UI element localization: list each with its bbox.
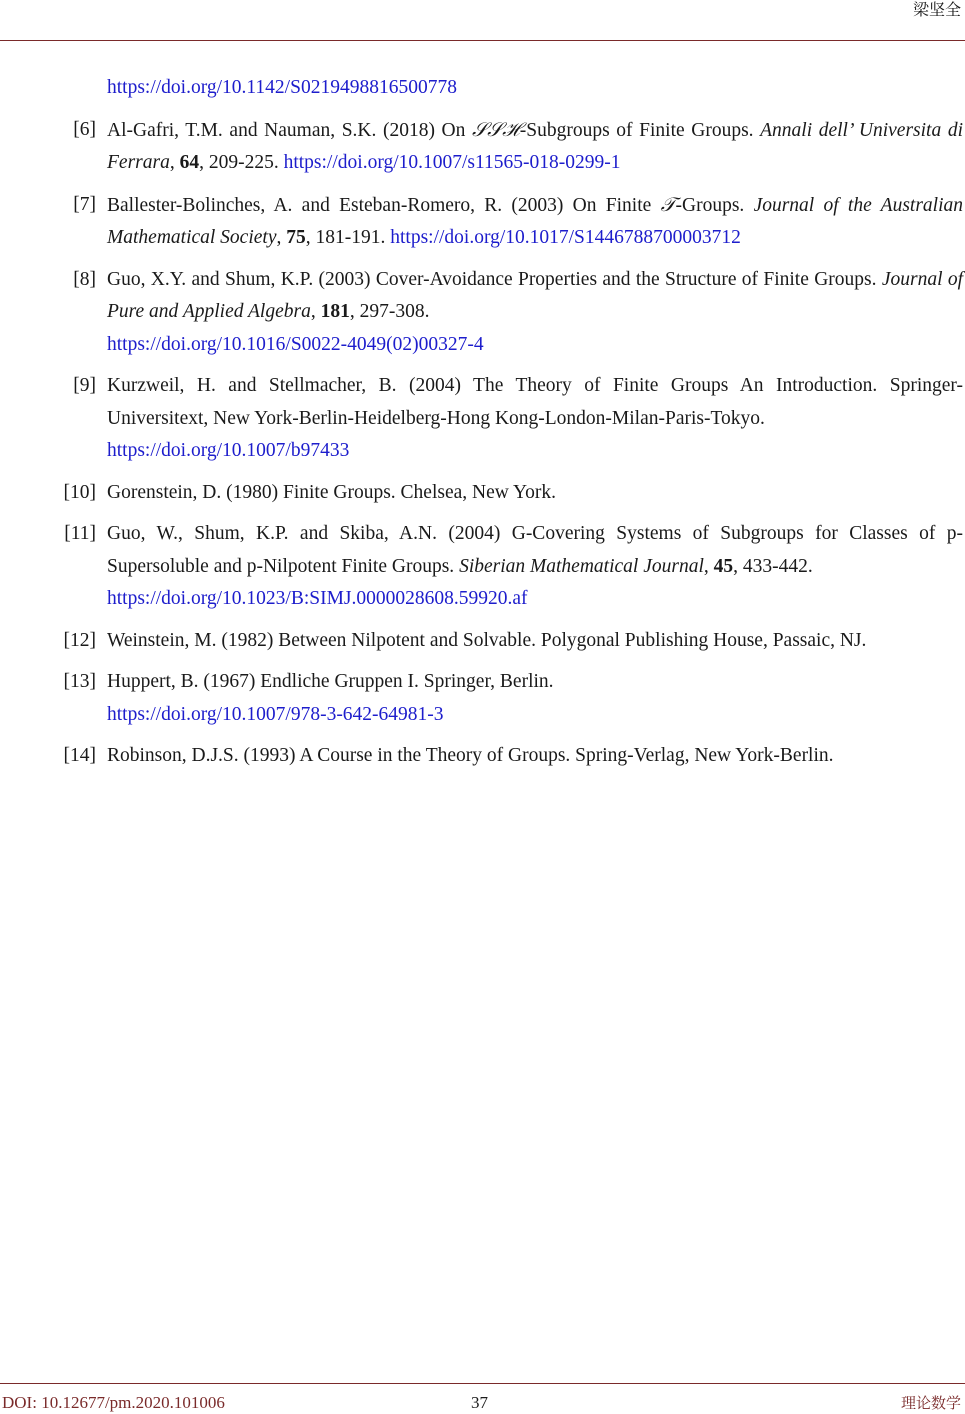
reference-volume: 75: [286, 227, 306, 248]
reference-10: [0, 477, 965, 510]
reference-doi-link[interactable]: https://doi.org/10.1017/S1446788700003712: [390, 227, 741, 248]
reference-journal: Annali dell’ Universita di Ferrara: [107, 119, 963, 173]
reference-12: [0, 625, 965, 658]
reference-number: [6]: [73, 118, 96, 140]
reference-6: [0, 114, 965, 180]
reference-text: Robinson, D.J.S. (1993) A Course in the Theory of Groups. Spring-Verlag, New York-Berlin.: [107, 745, 834, 766]
reference-title: -Groups.: [675, 194, 754, 216]
reference-doi-link[interactable]: https://doi.org/10.1007/s11565-018-0299-1: [283, 152, 621, 173]
reference-volume: 181: [320, 301, 350, 322]
reference-5-doi-link[interactable]: https://doi.org/10.1142/S0219498816500778: [107, 77, 457, 98]
reference-pages: , 181-191.: [305, 227, 391, 248]
reference-number: [12]: [63, 629, 96, 651]
footer-doi[interactable]: DOI: 10.12677/pm.2020.101006: [2, 1393, 225, 1412]
math-symbol: 𝒮𝒮ℋ: [472, 117, 520, 141]
reference-title: -Subgroups of Finite Groups.: [519, 119, 761, 141]
math-symbol: 𝒯: [660, 192, 676, 216]
reference-number: [13]: [63, 671, 96, 692]
reference-journal: Journal of the Australian Mathematical Society: [107, 194, 963, 248]
reference-number: [14]: [63, 745, 96, 766]
reference-14: [0, 740, 965, 773]
reference-doi-link[interactable]: https://doi.org/10.1007/b97433: [107, 440, 350, 461]
reference-7: [0, 189, 965, 255]
reference-text: Huppert, B. (1967) Endliche Gruppen I. Springer, Berlin.: [107, 671, 554, 692]
separator: ,: [276, 227, 287, 248]
page-footer: [0, 1392, 965, 1414]
reference-text: Weinstein, M. (1982) Between Nilpotent and Solvable. Polygonal Publishing House, Passaic, NJ.: [107, 629, 867, 651]
reference-volume: 45: [713, 555, 734, 577]
reference-pages: , 209-225.: [199, 152, 284, 173]
reference-number: [11]: [64, 523, 96, 544]
reference-number: [10]: [63, 481, 96, 503]
reference-doi-link[interactable]: https://doi.org/10.1016/S0022-4049(02)00327-4: [107, 333, 484, 355]
page-number: 37: [471, 1393, 488, 1412]
reference-authors: Ballester-Bolinches, A. and Esteban-Romero, R. (2003) On Finite: [107, 194, 661, 216]
reference-journal: Siberian Mathematical Journal: [459, 555, 704, 577]
reference-text: Gorenstein, D. (1980) Finite Groups. Chelsea, New York.: [107, 481, 556, 503]
running-header-author: 梁坚全: [912, 0, 961, 19]
reference-number: [9]: [73, 375, 96, 396]
reference-authors: Al-Gafri, T.M. and Nauman, S.K. (2018) On: [107, 119, 472, 141]
footer-rule: [0, 1383, 965, 1384]
reference-text: Guo, X.Y. and Shum, K.P. (2003) Cover-Avoidance Properties and the Structure of Finite Groups.: [107, 268, 882, 290]
reference-doi-link[interactable]: https://doi.org/10.1023/B:SIMJ.0000028608.59920.af: [107, 588, 528, 609]
reference-9: [0, 370, 965, 468]
reference-doi-link[interactable]: https://doi.org/10.1007/978-3-642-64981-3: [107, 703, 444, 725]
reference-11: [0, 518, 965, 616]
reference-pages: , 433-442.: [733, 555, 813, 577]
separator: ,: [169, 152, 180, 173]
reference-journal: Journal of Pure and Applied Algebra: [107, 268, 963, 322]
reference-5-continuation: [0, 72, 965, 105]
header-rule: [0, 40, 965, 41]
reference-list: [0, 72, 965, 782]
reference-volume: 64: [179, 152, 200, 173]
reference-text: Guo, W., Shum, K.P. and Skiba, A.N. (2004) G-Covering Systems of Subgroups for Classes of p-Supersoluble and p-Nilpotent Finite Groups.: [107, 523, 963, 577]
reference-number: [7]: [73, 193, 96, 215]
reference-text: Kurzweil, H. and Stellmacher, B. (2004) The Theory of Finite Groups An Introduction. Springer-Universitext, New York-Berlin-Heidelberg-Hong Kong-London-Milan-Paris-Tokyo.: [107, 375, 963, 429]
reference-number: [8]: [73, 268, 96, 290]
separator: ,: [310, 301, 321, 322]
reference-pages: , 297-308.: [349, 301, 430, 322]
footer-journal-name: 理论数学: [900, 1394, 961, 1412]
reference-8: [0, 264, 965, 362]
separator: ,: [703, 555, 714, 577]
reference-13: [0, 666, 965, 731]
